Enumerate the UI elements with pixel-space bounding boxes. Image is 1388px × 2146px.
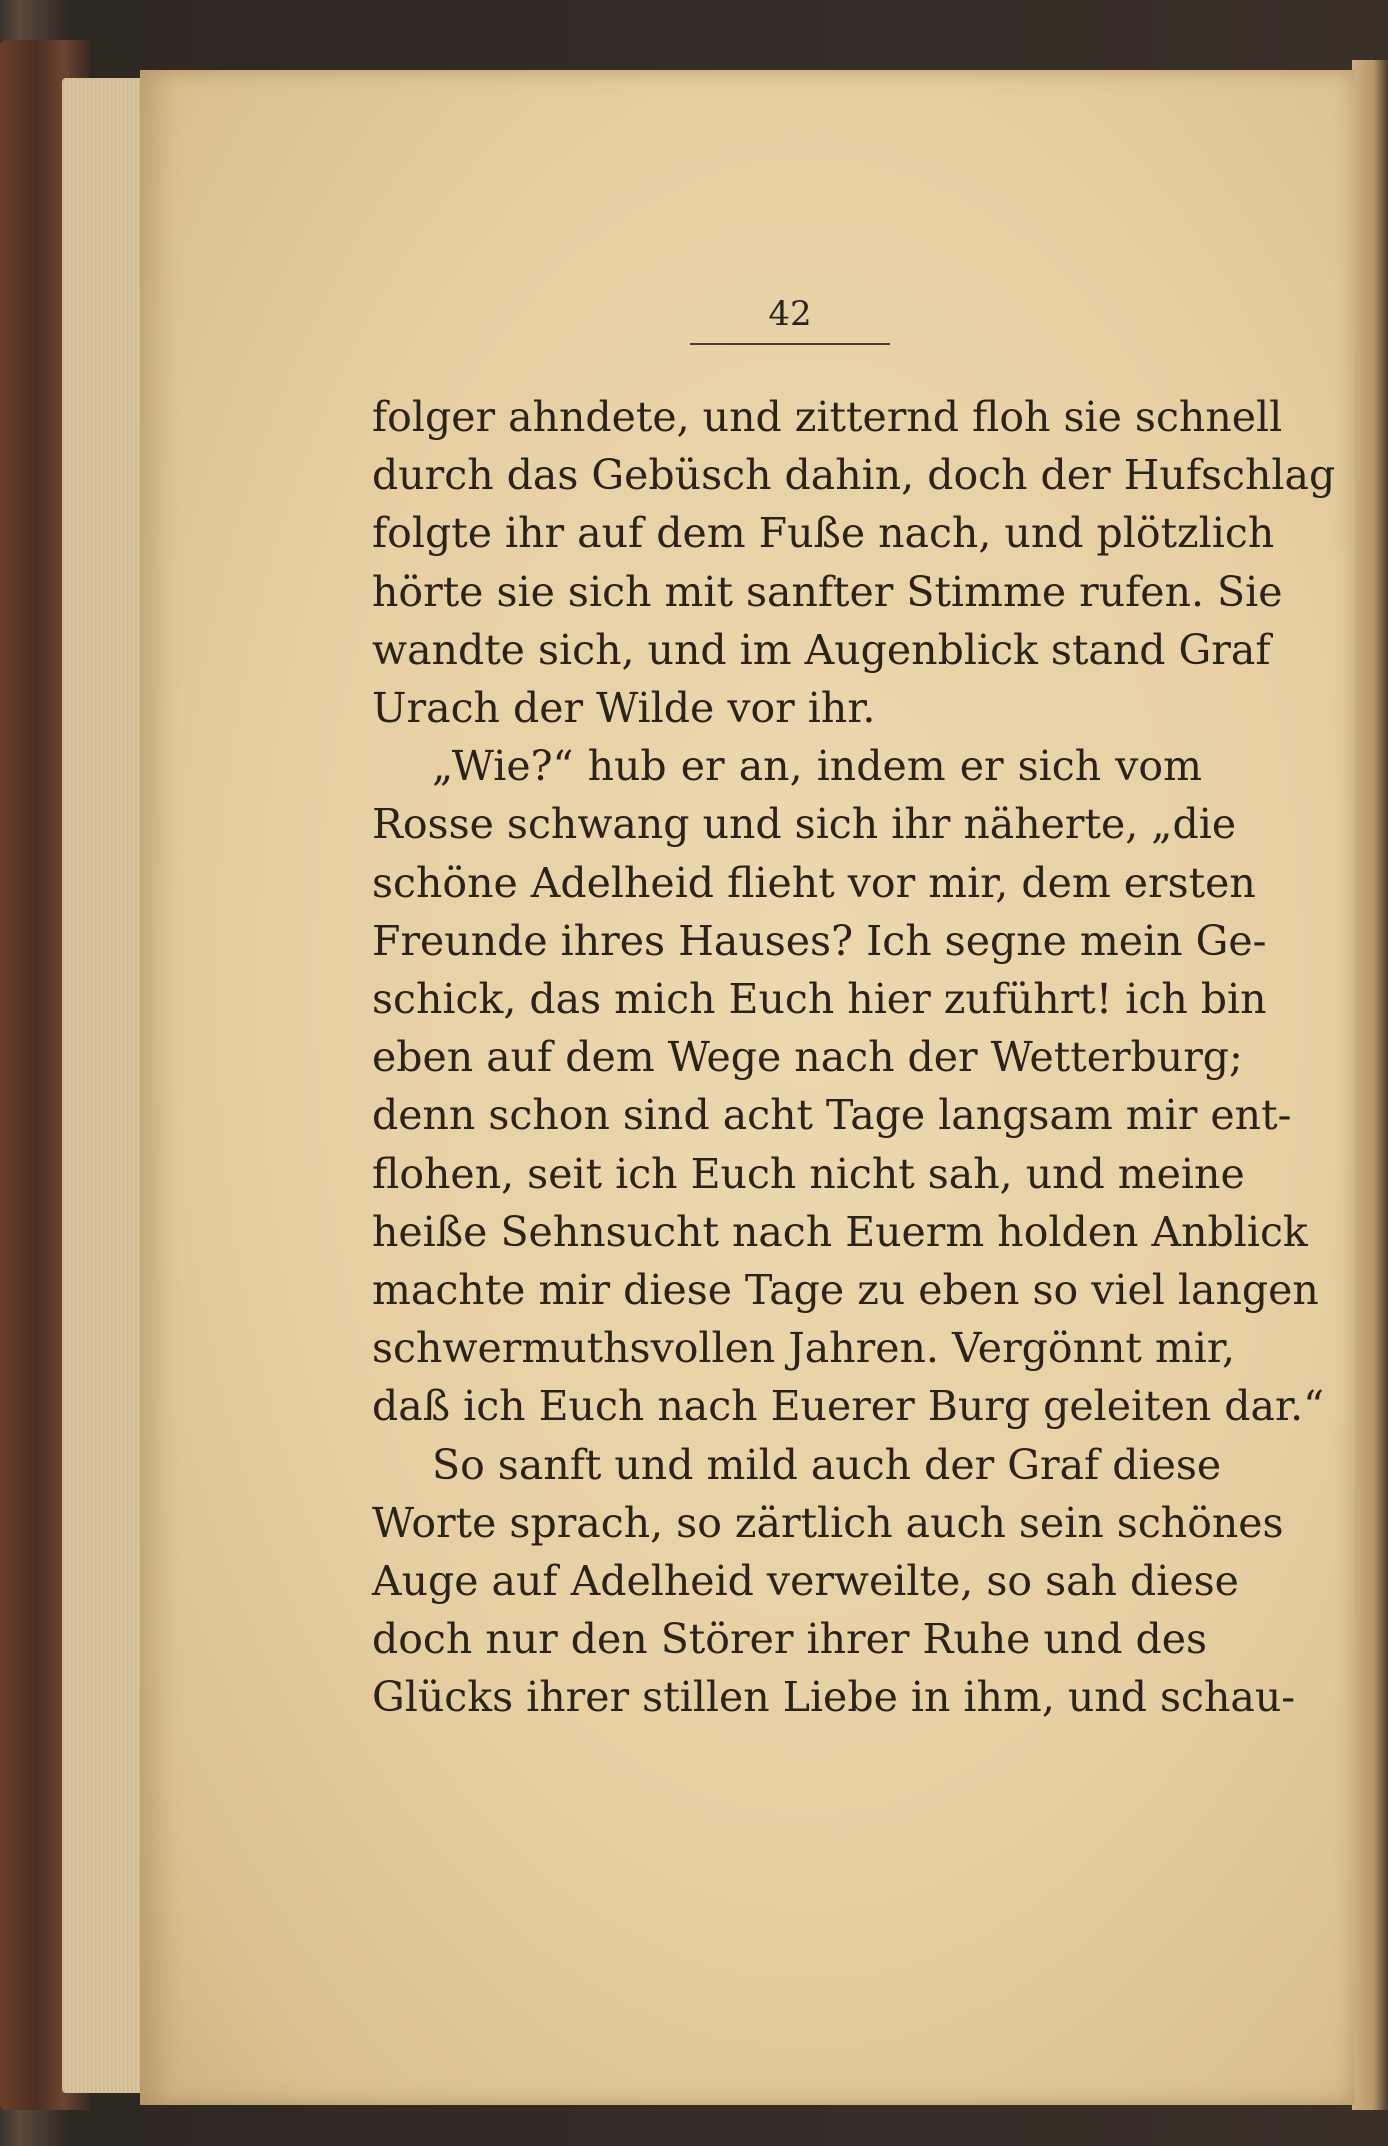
text-line: schöne Adelheid flieht vor mir, dem ersten xyxy=(372,858,1256,907)
text-line: hörte sie sich mit sanfter Stimme rufen. Sie xyxy=(372,567,1283,616)
page-right-edge xyxy=(1352,60,1388,2110)
text-line: folgte ihr auf dem Fuße nach, und plötzlich xyxy=(372,509,1275,558)
page-number: 42 xyxy=(768,294,812,334)
text-line: Urach der Wilde vor ihr. xyxy=(372,684,876,733)
text-line: eben auf dem Wege nach der Wetterburg; xyxy=(372,1033,1243,1082)
text-line: heiße Sehnsucht nach Euerm holden Anblick xyxy=(372,1207,1308,1256)
text-line: Worte sprach, so zärtlich auch sein schönes xyxy=(372,1498,1284,1547)
text-line: So sanft und mild auch der Graf diese xyxy=(432,1440,1222,1489)
text-line: daß ich Euch nach Euerer Burg geleiten dar.“ xyxy=(372,1382,1325,1431)
text-line: Rosse schwang und sich ihr näherte, „die xyxy=(372,800,1237,849)
text-line: Glücks ihrer stillen Liebe in ihm, und schau- xyxy=(372,1673,1296,1722)
text-line: Auge auf Adelheid verweilte, so sah diese xyxy=(372,1557,1239,1606)
page-number-rule xyxy=(690,343,890,345)
text-line: folger ahndete, und zitternd floh sie schnell xyxy=(372,393,1283,441)
page-edges-stack xyxy=(62,78,152,2093)
text-line: machte mir diese Tage zu eben so viel langen xyxy=(372,1266,1319,1315)
text-line: schick, das mich Euch hier zuführt! ich bin xyxy=(372,975,1267,1024)
text-line: denn schon sind acht Tage langsam mir ent- xyxy=(372,1091,1292,1140)
text-line: flohen, seit ich Euch nicht sah, und meine xyxy=(372,1149,1245,1198)
text-line: Freunde ihres Hauses? Ich segne mein Ge- xyxy=(372,916,1267,965)
body-text xyxy=(372,388,1336,1727)
text-line: „Wie?“ hub er an, indem er sich vom xyxy=(432,742,1202,791)
text-line: doch nur den Störer ihrer Ruhe und des xyxy=(372,1615,1208,1664)
text-line: schwermuthsvollen Jahren. Vergönnt mir, xyxy=(372,1324,1236,1373)
text-line: durch das Gebüsch dahin, doch der Hufschlag xyxy=(372,451,1336,500)
text-line: wandte sich, und im Augenblick stand Graf xyxy=(372,625,1271,674)
